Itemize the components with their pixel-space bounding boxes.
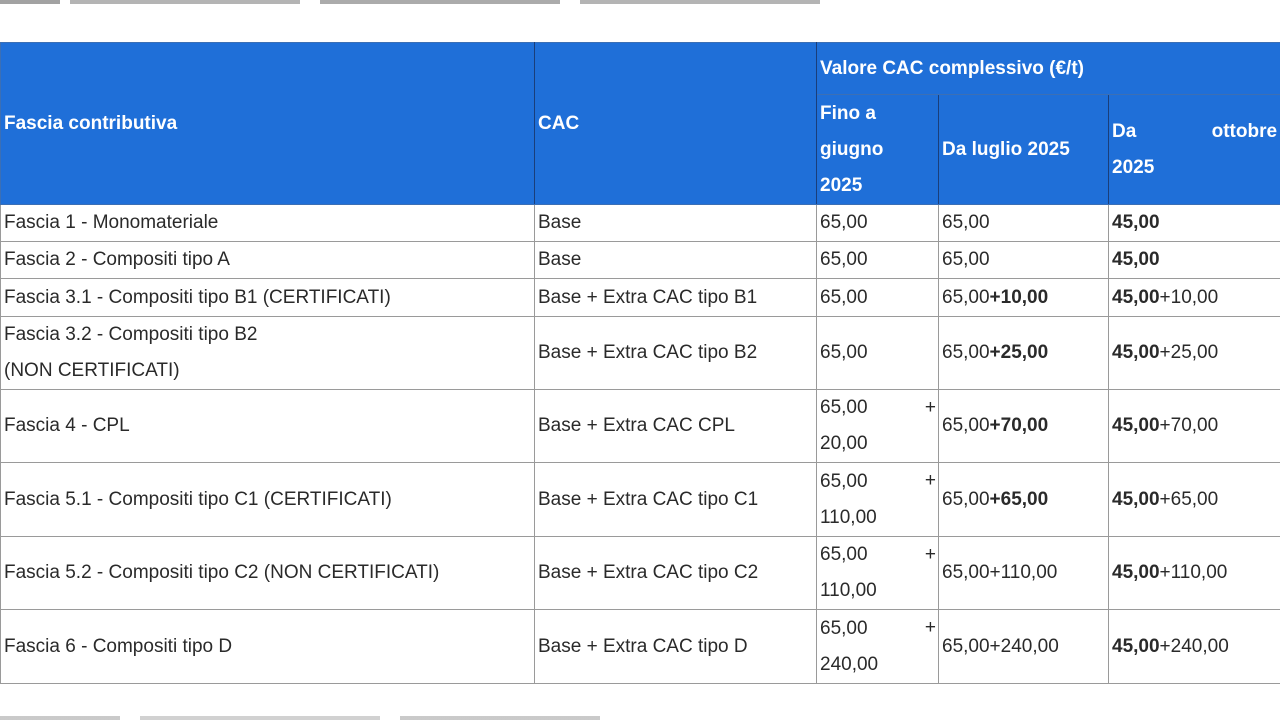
fino-a-plus: + [924,544,936,565]
cell-fascia: Fascia 4 - CPL [1,390,535,463]
ottobre-extra: +110,00 [1159,562,1228,583]
table-row [1,537,1280,610]
cell-luglio [939,279,1109,317]
cell-luglio [939,317,1109,390]
header-oct-word3: 2025 [1112,156,1155,178]
luglio-base: 65,00 [942,249,990,270]
header-fino-a-line1: Fino a [820,102,876,124]
table-row [1,317,1280,390]
fino-a-line1: 65,00 [820,544,868,565]
cell-fascia: Fascia 5.2 - Compositi tipo C2 (NON CERTIFICATI) [1,537,535,610]
ottobre-extra: +240,00 [1159,635,1229,657]
cell-ottobre [1109,317,1280,390]
luglio-extra: +10,00 [989,286,1049,308]
fino-a-line2: 110,00 [820,506,877,528]
cell-luglio [939,463,1109,537]
luglio-extra: +70,00 [989,415,1049,436]
table-row [1,610,1280,684]
cell-fascia: Fascia 1 - Monomateriale [1,205,535,242]
ottobre-base: 45,00 [1112,562,1160,583]
cell-fascia: Fascia 6 - Compositi tipo D [1,610,535,684]
ottobre-base: 45,00 [1112,212,1160,233]
fino-a-plus: + [924,617,936,638]
header-fino-a-line2: giugno [820,138,884,160]
table-row [1,390,1280,463]
header-da-ottobre-2025 [1109,95,1280,205]
cell-fino-a: 65,00 [817,317,939,390]
fascia-contributiva-table [0,42,1280,684]
luglio-base: 65,00 [942,415,990,436]
header-valore-cac-complessivo: Valore CAC complessivo (€/t) [817,43,1280,95]
luglio-extra: +65,00 [989,488,1049,510]
cell-cac: Base + Extra CAC tipo B2 [535,317,817,390]
header-oct-word2: ottobre [1211,120,1278,142]
luglio-base: 65,00 [942,488,990,510]
cell-fino-a [817,537,939,610]
ottobre-base: 45,00 [1112,488,1160,510]
fino-a-plus: + [924,397,936,418]
fascia-line2: (NON CERTIFICATI) [4,360,180,381]
cell-ottobre [1109,610,1280,684]
cell-ottobre [1109,242,1280,279]
cell-ottobre [1109,390,1280,463]
fino-a-line2: 20,00 [820,433,868,454]
table-row [1,242,1280,279]
cell-fascia: Fascia 3.1 - Compositi tipo B1 (CERTIFICATI) [1,279,535,317]
ottobre-base: 45,00 [1112,342,1160,363]
luglio-base: 65,00 [942,342,990,363]
cell-luglio: 65,00+240,00 [939,610,1109,684]
cell-luglio [939,205,1109,242]
cell-cac: Base + Extra CAC tipo C2 [535,537,817,610]
cropped-text-bottom [0,716,600,720]
cell-luglio [939,242,1109,279]
ottobre-extra: +70,00 [1159,415,1219,436]
fino-a-line1: 65,00 [820,617,868,639]
cell-ottobre [1109,463,1280,537]
table-row [1,279,1280,317]
fino-a-line1: 65,00 [820,470,868,492]
cropped-text-top [0,0,820,4]
table-row [1,205,1280,242]
cell-cac: Base + Extra CAC tipo B1 [535,279,817,317]
cell-cac: Base + Extra CAC tipo D [535,610,817,684]
fino-a-plus: + [924,470,936,491]
header-fascia-contributiva: Fascia contributiva [1,43,535,205]
header-fino-a-line3: 2025 [820,174,863,196]
cell-fino-a [817,390,939,463]
ottobre-base: 45,00 [1112,415,1160,436]
cell-cac: Base [535,242,817,279]
ottobre-base: 45,00 [1112,249,1160,270]
cell-luglio [939,390,1109,463]
header-da-luglio-2025: Da luglio 2025 [939,95,1109,205]
fascia-line1: Fascia 3.2 - Compositi tipo B2 [4,324,258,345]
cell-cac: Base + Extra CAC CPL [535,390,817,463]
ottobre-extra: +25,00 [1159,342,1219,363]
ottobre-base: 45,00 [1112,635,1160,657]
cell-cac: Base + Extra CAC tipo C1 [535,463,817,537]
luglio-base: 65,00 [942,286,990,308]
cell-fino-a [817,463,939,537]
cell-fino-a [817,610,939,684]
fino-a-line1: 65,00 [820,397,868,418]
cell-fascia: Fascia 5.1 - Compositi tipo C1 (CERTIFICATI) [1,463,535,537]
header-fino-a-giugno-2025 [817,95,939,205]
cell-fascia: Fascia 2 - Compositi tipo A [1,242,535,279]
cell-ottobre [1109,537,1280,610]
ottobre-base: 45,00 [1112,286,1160,308]
header-cac: CAC [535,43,817,205]
ottobre-extra: +65,00 [1159,488,1219,510]
cell-fino-a: 65,00 [817,279,939,317]
fino-a-line2: 110,00 [820,580,877,601]
ottobre-extra: +10,00 [1159,286,1219,308]
cell-fino-a: 65,00 [817,242,939,279]
luglio-base: 65,00 [942,212,990,233]
luglio-extra: +25,00 [989,342,1049,363]
table-row [1,463,1280,537]
fino-a-line2: 240,00 [820,653,879,675]
cell-cac: Base [535,205,817,242]
header-oct-word1: Da [1112,120,1137,142]
cell-fino-a: 65,00 [817,205,939,242]
cell-luglio: 65,00+110,00 [939,537,1109,610]
cell-ottobre [1109,279,1280,317]
cell-fascia [1,317,535,390]
cell-ottobre [1109,205,1280,242]
